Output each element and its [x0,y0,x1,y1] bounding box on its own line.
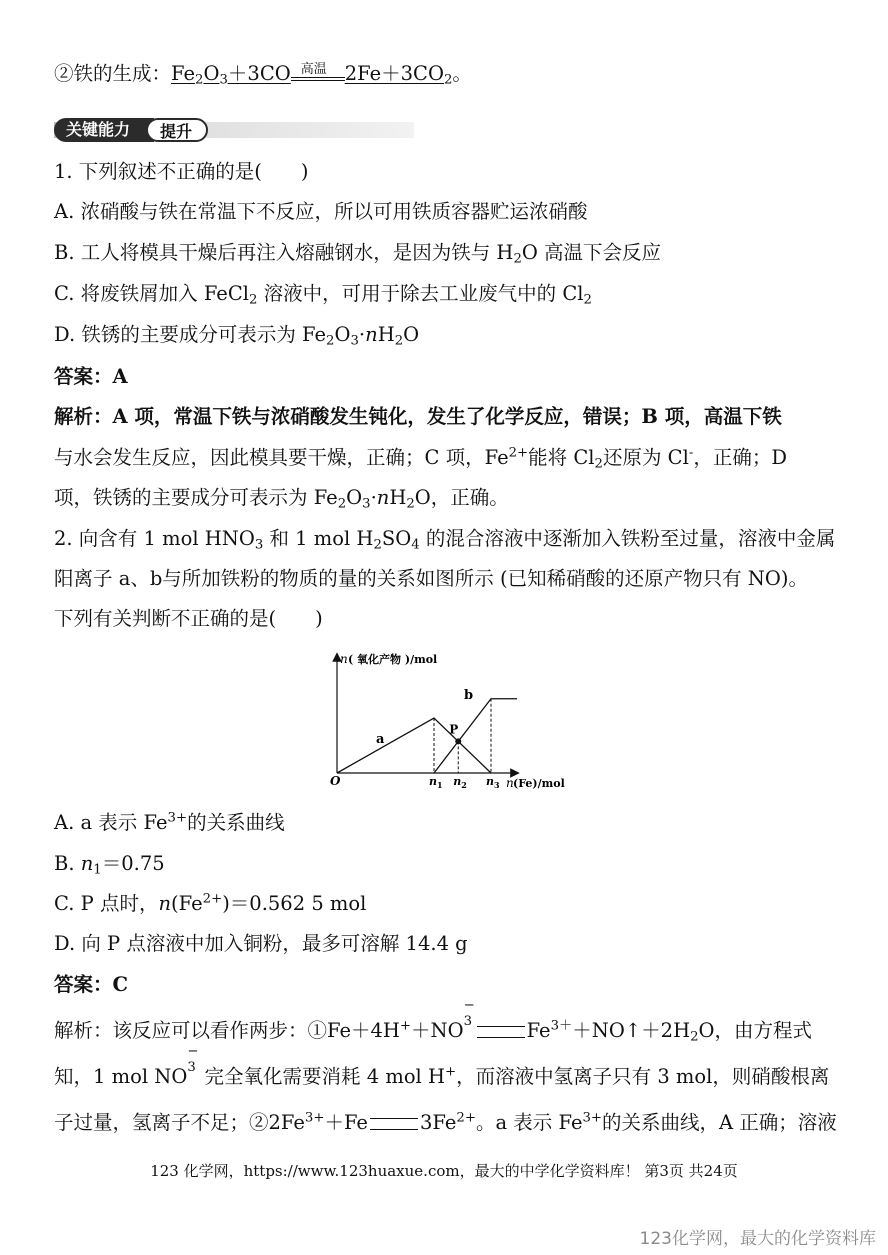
x-tick-label-n1: $n_1$ [429,775,443,790]
point-p-label: P [449,722,459,737]
series-a-line [337,718,491,773]
q1-option-c: C. 将废铁屑加入 FeCl$_2$ 溶液中，可用于除去工业废气中的 $Cl_2$ [54,282,592,308]
q2-stem-line-3: 下列有关判断不正确的是( ) [54,607,323,630]
reaction-arrow [291,61,345,85]
iron-formation-line: ②铁的生成：$Fe_2O_3+3CO$ 高温 $2Fe+3CO_2$。 [54,61,472,87]
y-axis-label: ( 氧化产物 )/mol [348,653,438,666]
q1-option-b: B. 工人将模具干燥后再注入熔融钢水，是因为铁与 $H_2O$ 高温下会反应 [54,241,662,267]
q1-answer: 答案：A [54,365,128,388]
iron-ion-chart [320,645,580,795]
q1-stem: 1. 下列叙述不正确的是( ) [54,160,309,183]
series-b-label: b [464,688,474,703]
q2-stem-line-2: 阳离子 a、b与所加铁粉的物质的量的关系如图所示 (已知稀硝酸的还原产物只有 NO)。 [54,567,808,590]
section-tag-key-ability: 关键能力 [54,118,154,142]
equation-equals-2 [370,1118,418,1130]
q2-option-c: C. P 点时，$n(Fe^{2+})=0.562$ 5 mol [54,891,367,915]
q1-explanation-line-1: 解析：A 项，常温下铁与浓硝酸发生钝化，发生了化学反应，错误；B 项，高温下铁 [54,405,782,428]
series-a-label: a [376,732,385,747]
x-tick-label-n3: $n_3$ [486,775,500,790]
origin-label: O [330,774,341,788]
page-footer: 123 化学网，https://www.123huaxue.com，最大的中学化学资料库！ 第3页 共24页 [150,1162,738,1180]
q1-explanation-line-2: 与水会发生反应，因此模具要干燥，正确；C 项，$Fe^{2+}$能将 $Cl_2$还原为 Cl-，正确；D [54,445,787,472]
q1-option-a: A. 浓硝酸与铁在常温下不反应，所以可用铁质容器贮运浓硝酸 [54,200,588,223]
x-axis-label-n: n [506,776,514,790]
q2-option-b: B. $n_1=0.75$ [54,852,165,878]
q2-stem-line-1: 2. 向含有 1 mol $HNO_3$ 和 1 mol $H_2SO_4$ 的混合溶液中逐渐加入铁粉至过量，溶液中金属 [54,527,836,553]
q1-option-d: D. 铁锈的主要成分可表示为 $Fe_2O_3\cdot nH_2O$ [54,323,420,349]
q2-answer: 答案：C [54,973,129,996]
q1-explanation-line-3: 项，铁锈的主要成分可表示为 $Fe_2O_3\cdot nH_2O$，正确。 [54,486,509,512]
y-axis-label-n: n [340,652,348,666]
intro-label: ②铁的生成： [54,62,172,85]
point-p-marker [455,738,461,744]
q2-explanation-line-2: 知，1 mol NO 3 − 完全氧化需要消耗 4 mol H+，而溶液中氢离子只有 3 mol，则硝酸根离 [54,1044,830,1088]
reaction-condition: 高温 [300,61,327,77]
series-b-line [434,699,517,773]
x-axis-label: (Fe)/mol [513,777,565,790]
x-tick-label-n2: $n_2$ [453,775,467,790]
q2-explanation-line-1: 解析：该反应可以看作两步：①Fe＋4H+＋NO 3 − $Fe^{3+}+NO↑+2H_2O$，由方程式 [54,998,813,1045]
chart-marks [337,688,517,790]
watermark: 123化学网，最大的化学资料库 [639,1229,876,1249]
q2-option-a: A. a 表示 $Fe^{3+}$的关系曲线 [54,810,285,834]
q2-explanation-line-3: 子过量，氢离子不足；$②2Fe^{3+}+Fe$ $3Fe^{2+}$。a 表示 $Fe^{3+}$的关系曲线，A 正确；溶液 [54,1110,837,1134]
equation-equals-1 [477,1026,525,1038]
q2-option-d: D. 向 P 点溶液中加入铜粉，最多可溶解 14.4 g [54,932,468,955]
section-tag-improve: 提升 [146,118,208,142]
